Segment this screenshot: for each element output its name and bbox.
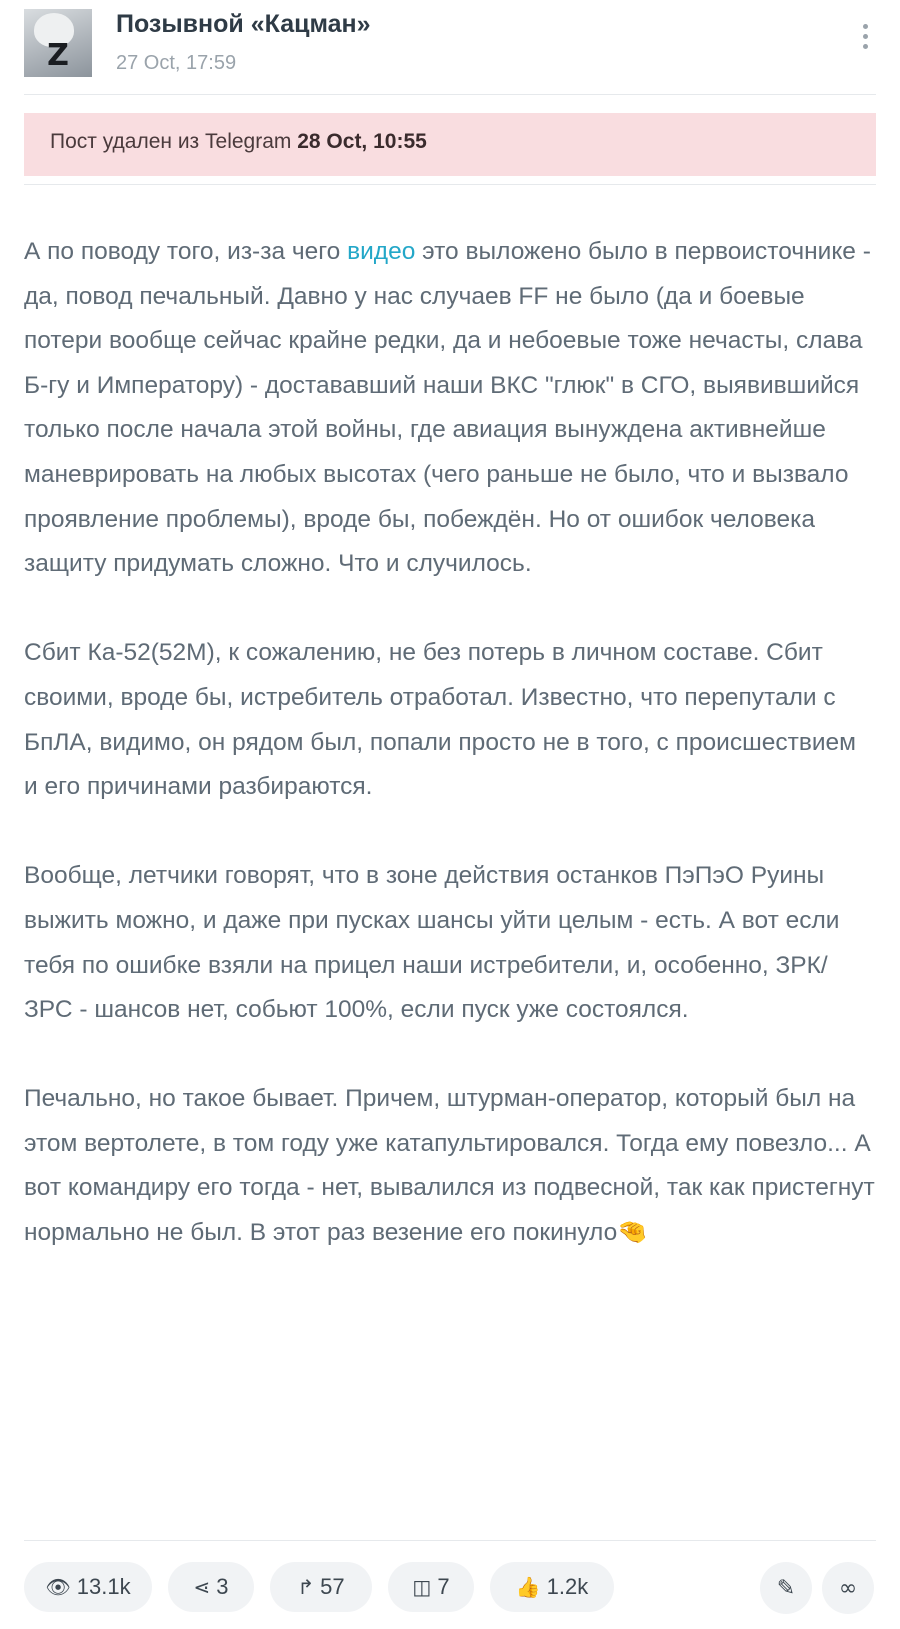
channel-name[interactable]: Позывной «Кацман» xyxy=(116,10,371,38)
shares-counter[interactable]: ⋖ 3 xyxy=(168,1562,254,1612)
video-link[interactable]: видео xyxy=(347,238,416,265)
divider xyxy=(24,1540,876,1541)
post-paragraph: Печально, но такое бывает. Причем, штурман-оператор, который был на этом вертолете, в том году уже катапультировался. Тогда ему повезло... А вот командиру его тогда - нет, вывалился из подвесной, так как пристегнут нормально не был. В этот раз везение его покинуло🤏 xyxy=(24,1085,875,1247)
comment-icon: ◫ xyxy=(412,1575,432,1599)
divider xyxy=(24,94,876,95)
post-footer xyxy=(24,1562,876,1614)
link-icon: ∞ xyxy=(838,1575,858,1601)
thumbs-up-icon: 👍 xyxy=(515,1575,541,1599)
views-counter[interactable]: 👁 13.1k xyxy=(24,1562,152,1612)
post-paragraph: Вообще, летчики говорят, что в зоне действия останков ПэПэО Руины выжить можно, и даже при пусках шансы уйти целым - есть. А вот если тебя по ошибке взяли на прицел наши истребители, и, особенно, ЗРК/ЗРС - шансов нет, собьют 100%, если пуск уже состоялся. xyxy=(24,862,840,1024)
more-vertical-icon[interactable] xyxy=(860,24,870,64)
post-paragraph: А по поводу того, из-за чего видео это выложено было в первоисточнике - да, повод печальный. Давно у нас случаев FF не было (да и боевые потери вообще сейчас крайне редки, да и небоевые тоже нечасты, слава Б-гу и Императору) - достававший наши ВКС "глюк" в СГО, выявившийся только после начала этой войны, где авиация вынуждена активнейше маневрировать на любых высотах (чего раньше не было, что и вызвало проявление проблемы), вроде бы, побеждён. Но от ошибок человека защиту придумать сложно. Что и случилось. xyxy=(24,238,871,578)
edit-button[interactable] xyxy=(760,1562,812,1614)
deleted-banner-date: 28 Oct, 10:55 xyxy=(297,130,427,153)
avatar-mark: Z xyxy=(47,38,69,73)
comments-counter[interactable]: ◫ 7 xyxy=(388,1562,474,1612)
reactions-counter[interactable]: 👍 1.2k xyxy=(490,1562,614,1612)
emoji: 🤏 xyxy=(617,1219,648,1247)
copy-link-button[interactable] xyxy=(822,1562,874,1614)
deleted-banner-text: Пост удален из Telegram xyxy=(50,130,292,153)
share-icon: ⋖ xyxy=(193,1575,211,1599)
eye-icon: 👁 xyxy=(45,1575,71,1599)
forwards-counter[interactable]: ↱ 57 xyxy=(270,1562,372,1612)
post-header xyxy=(24,6,876,90)
post-body xyxy=(24,230,876,1300)
post-paragraph: Сбит Ка-52(52М), к сожалению, не без потерь в личном составе. Сбит своими, вроде бы, истребитель отработал. Известно, что перепутали с БпЛА, видимо, он рядом был, попали просто не в того, с происшествием и его причинами разбираются. xyxy=(24,639,856,801)
deleted-banner xyxy=(24,113,876,176)
forward-icon: ↱ xyxy=(297,1575,315,1599)
channel-avatar[interactable] xyxy=(24,9,92,77)
post-date[interactable]: 27 Oct, 17:59 xyxy=(116,52,237,74)
pencil-icon: ✎ xyxy=(776,1575,796,1601)
divider xyxy=(24,184,876,185)
